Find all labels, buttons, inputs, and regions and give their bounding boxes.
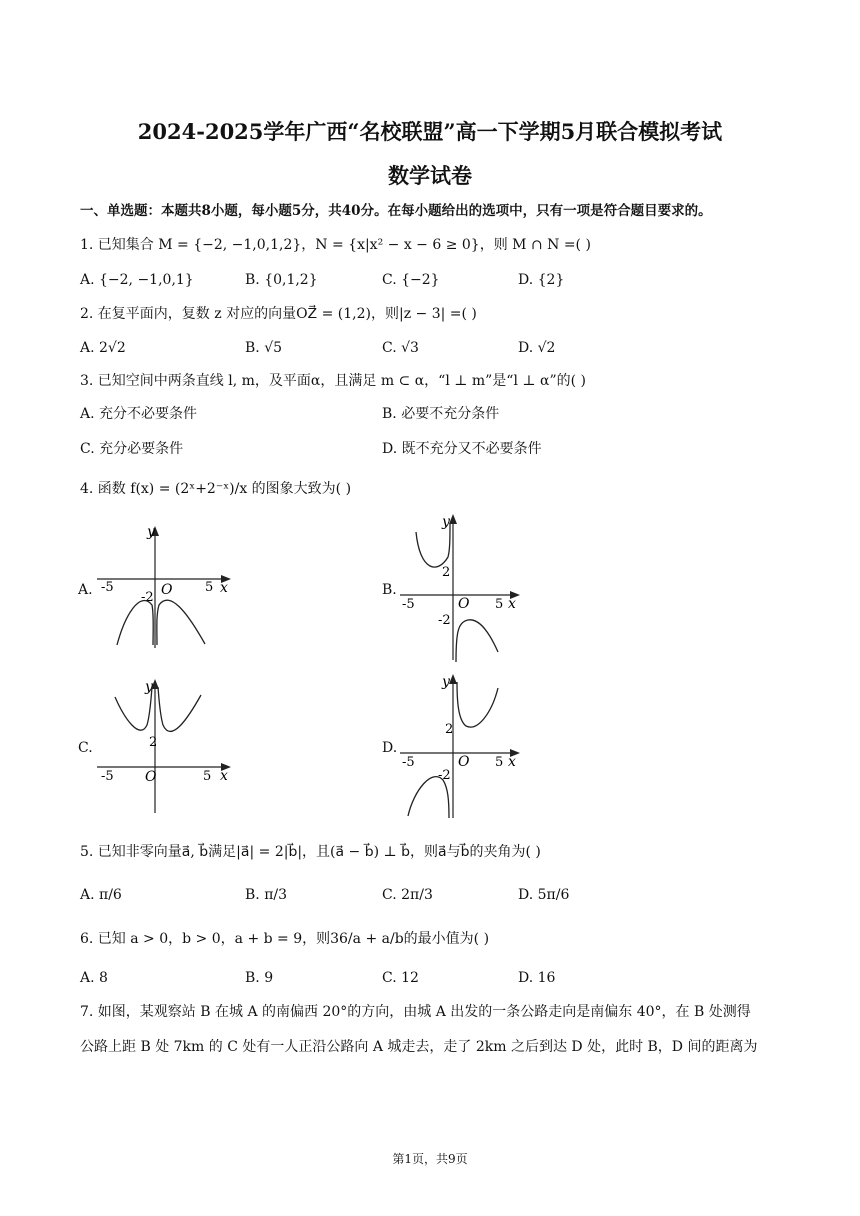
q1-option-c: C. {−2} [382, 272, 440, 288]
tick-neg5: -5 [402, 755, 415, 770]
q2-option-c: C. √3 [382, 340, 419, 356]
q4-stem: 4. 函数 f(x) = (2ˣ+2⁻ˣ)/x 的图象大致为( ) [80, 481, 352, 497]
q4-option-b: B. [382, 582, 397, 598]
q6-option-b: B. 9 [245, 970, 274, 986]
q2-stem: 2. 在复平面内，复数 z 对应的向量OZ⃗ = (1,2)，则|z − 3| =( ) [80, 306, 477, 322]
tick-2: 2 [442, 565, 451, 580]
axis-x-label: x [220, 580, 228, 596]
q6-option-d: D. 16 [518, 970, 556, 986]
q2-option-a: A. 2√2 [80, 340, 126, 356]
q4-graph-d [398, 670, 528, 820]
q3-option-a: A. 充分不必要条件 [80, 406, 198, 422]
q5-option-d: D. 5π/6 [518, 887, 570, 903]
origin-label: O [145, 769, 157, 785]
q2-option-d: D. √2 [518, 340, 556, 356]
q3-stem: 3. 已知空间中两条直线 l, m，及平面α，且满足 m ⊂ α，“l ⊥ m”是“l ⊥ α”的( ) [80, 373, 586, 389]
q2-option-b: B. √5 [245, 340, 283, 356]
q6-option-a: A. 8 [80, 970, 108, 986]
axis-x-label: x [508, 596, 516, 612]
origin-label: O [458, 596, 470, 612]
axis-x-label: x [508, 754, 516, 770]
q4-option-c: C. [78, 740, 93, 756]
q7-line1: 7. 如图，某观察站 B 在城 A 的南偏西 20°的方向，由城 A 出发的一条公路走向是南偏东 40°，在 B 处测得 [80, 1004, 751, 1020]
axis-y-label: y [442, 514, 450, 530]
axis-y-label: y [442, 674, 450, 690]
q4-graph-c [95, 675, 245, 815]
axis-x-label: x [220, 768, 228, 784]
q7-line2: 公路上距 B 处 7km 的 C 处有一人正沿公路向 A 城走去，走了 2km 之后到达 D 处，此时 B，D 间的距离为 [80, 1039, 758, 1055]
q5-option-b: B. π/3 [245, 887, 288, 903]
origin-label: O [161, 582, 173, 598]
q4-option-d: D. [382, 740, 398, 756]
q1-option-d: D. {2} [518, 272, 565, 288]
q6-stem: 6. 已知 a > 0，b > 0，a + b = 9，则36/a + a/b的最小值为( ) [80, 931, 490, 947]
tick-5: 5 [495, 597, 504, 612]
tick-5: 5 [495, 755, 504, 770]
q3-option-d: D. 既不充分又不必要条件 [382, 441, 542, 457]
q3-option-b: B. 必要不充分条件 [382, 406, 500, 422]
exam-subtitle: 数学试卷 [388, 163, 472, 188]
origin-label: O [458, 754, 470, 770]
axis-y-label: y [145, 679, 153, 695]
q4-option-a: A. [78, 582, 93, 598]
exam-title: 2024-2025学年广西“名校联盟”高一下学期5月联合模拟考试 [137, 119, 723, 144]
tick-neg2: -2 [438, 768, 451, 783]
q4-graph-b [398, 512, 528, 662]
section-heading: 一、单选题：本题共8小题，每小题5分，共40分。在每小题给出的选项中，只有一项是符合题目要求的。 [80, 203, 712, 219]
axis-y-label: y [147, 524, 155, 540]
q5-option-a: A. π/6 [80, 887, 122, 903]
page-footer: 第1页，共9页 [392, 1152, 468, 1166]
q3-option-c: C. 充分必要条件 [80, 441, 184, 457]
tick-neg5: -5 [402, 597, 415, 612]
tick-neg2: -2 [141, 590, 154, 605]
tick-5: 5 [205, 580, 214, 595]
tick-5: 5 [203, 769, 212, 784]
tick-neg5: -5 [101, 580, 114, 595]
tick-neg5: -5 [101, 769, 114, 784]
tick-2: 2 [149, 735, 158, 750]
tick-2: 2 [445, 722, 454, 737]
q1-option-a: A. {−2, −1,0,1} [80, 272, 194, 288]
q4-graph-a [95, 520, 245, 650]
q5-option-c: C. 2π/3 [382, 887, 433, 903]
q1-option-b: B. {0,1,2} [245, 272, 318, 288]
tick-neg2: -2 [438, 613, 451, 628]
q5-stem: 5. 已知非零向量a⃗, b⃗满足|a⃗| = 2|b⃗|，且(a⃗ − b⃗) ⊥ b⃗，则a⃗与b⃗的夹角为( ) [80, 844, 541, 860]
q1-stem: 1. 已知集合 M = {−2, −1,0,1,2}，N = {x|x² − x − 6 ≥ 0}，则 M ∩ N =( ) [80, 237, 591, 253]
q6-option-c: C. 12 [382, 970, 419, 986]
